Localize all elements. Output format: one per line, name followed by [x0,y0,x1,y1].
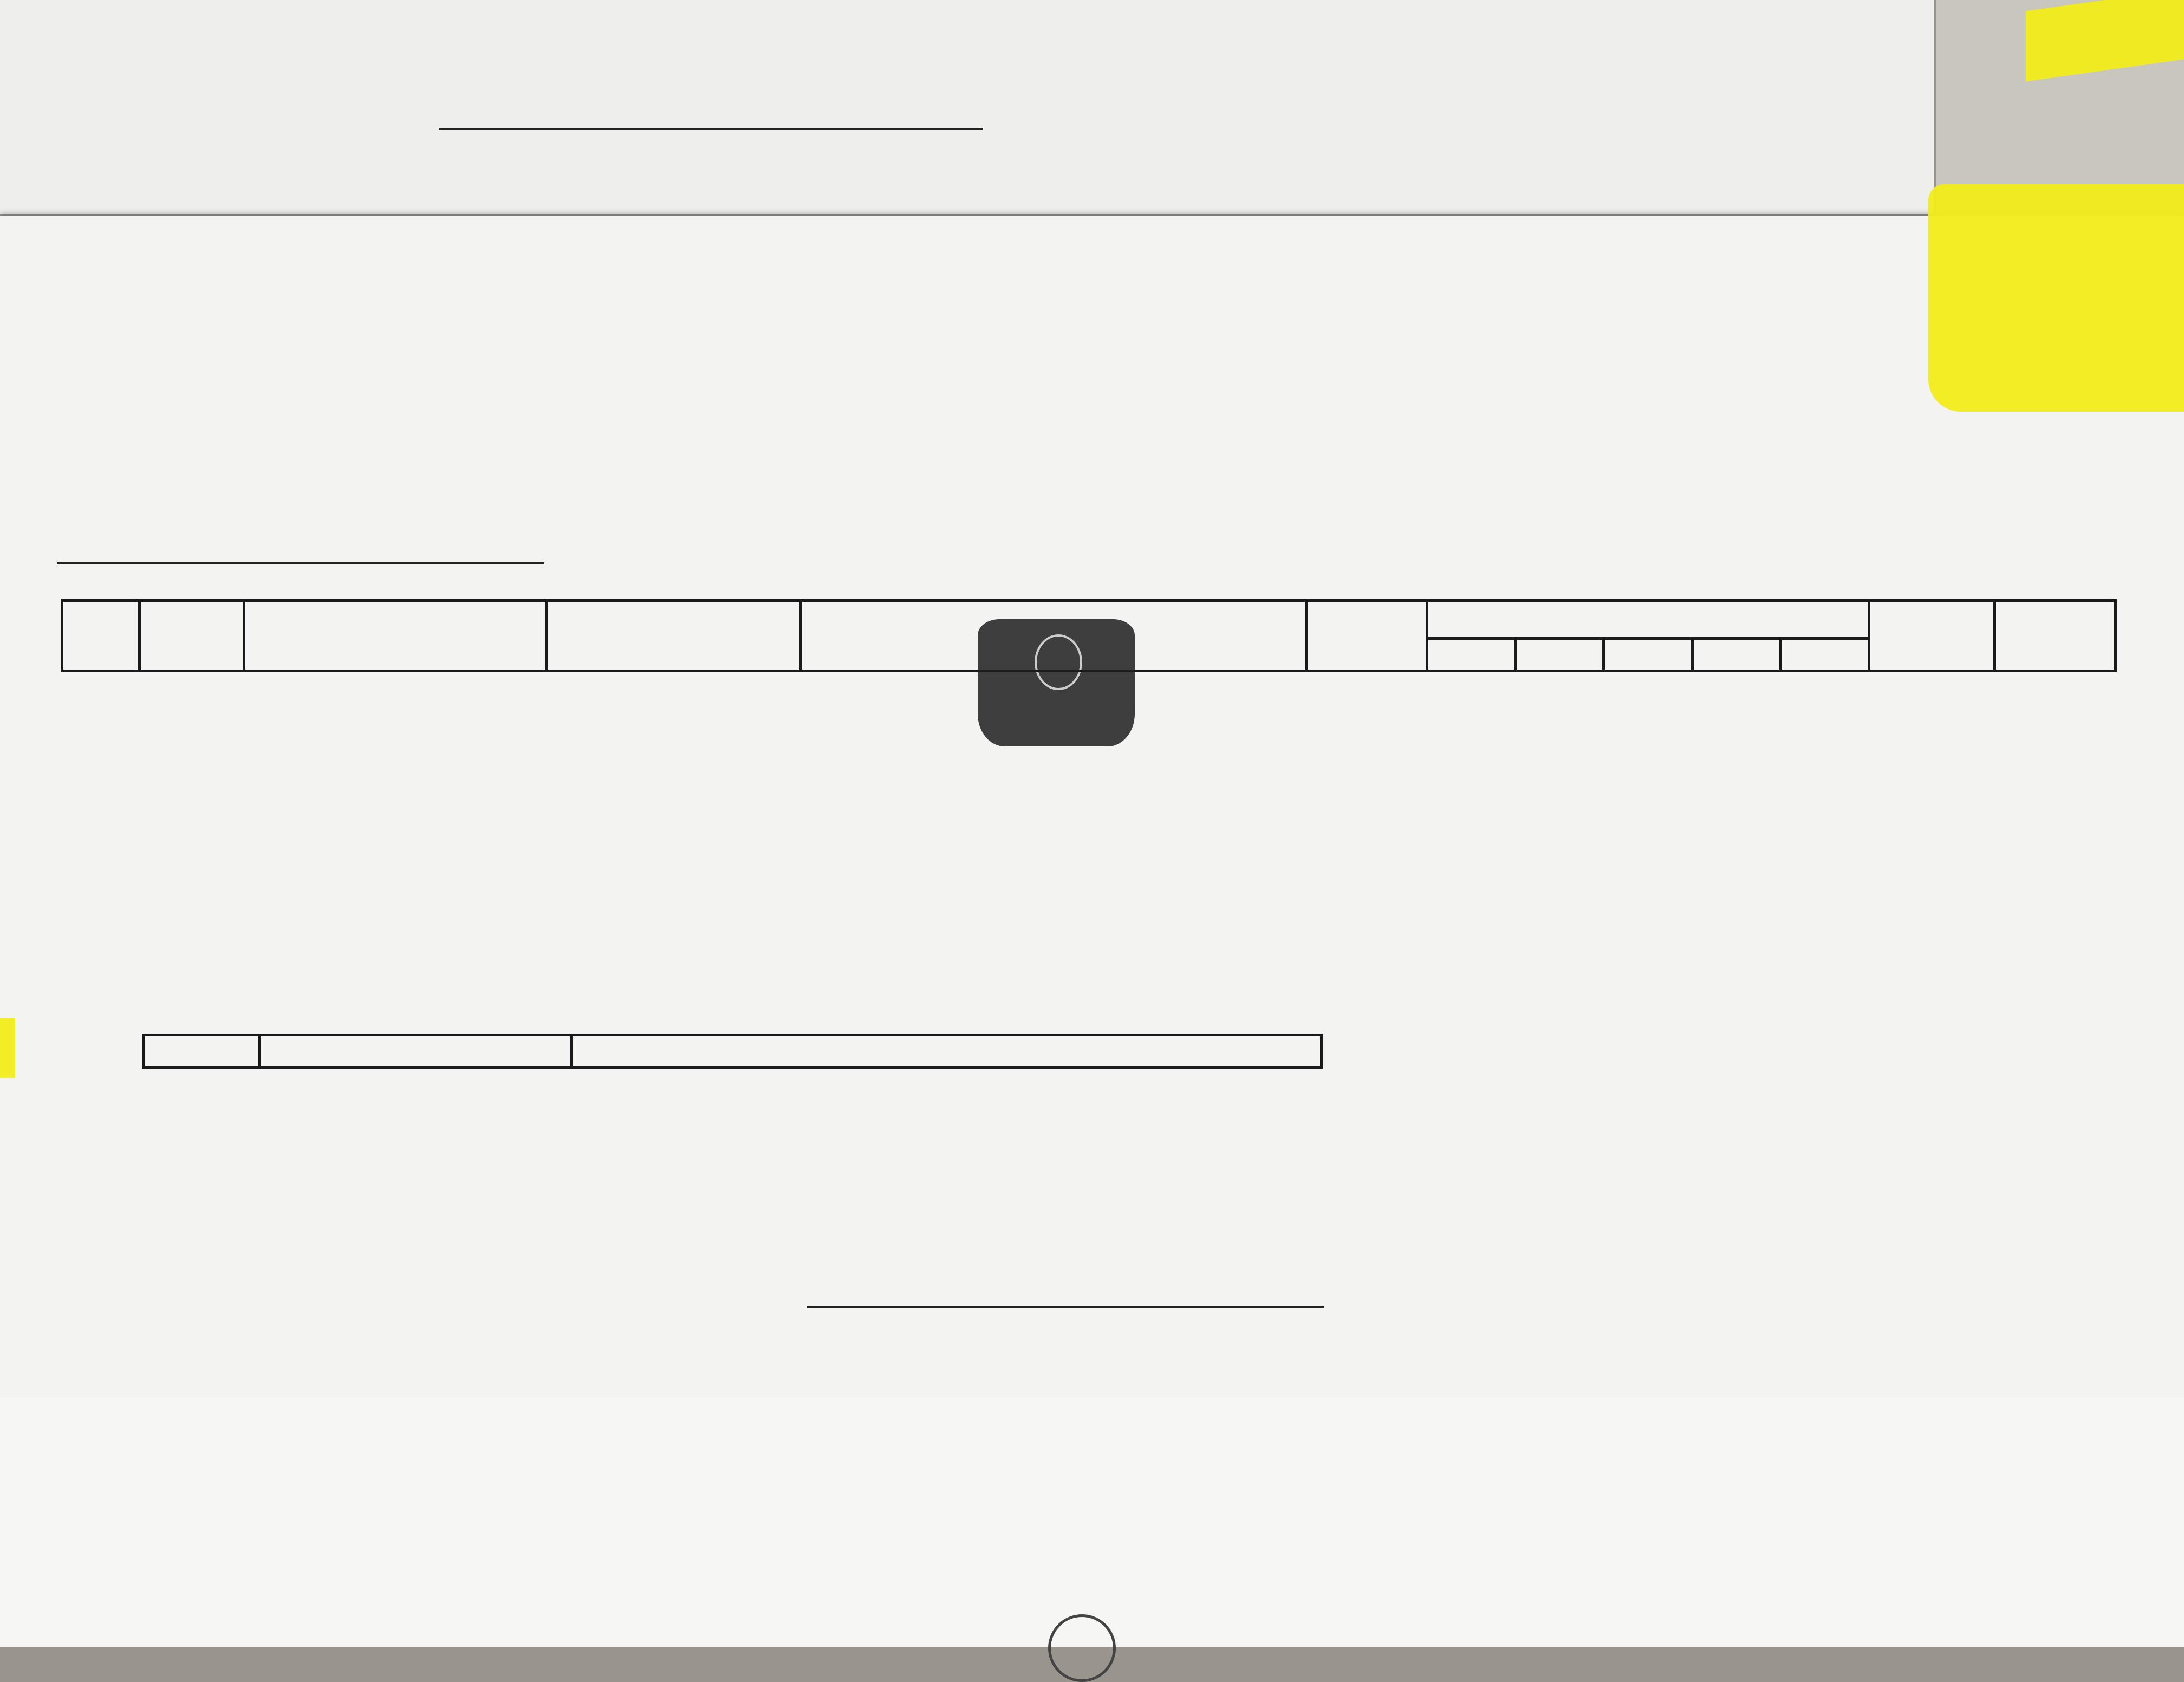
next-seal-icon [1048,1614,1116,1682]
col-place-header [1995,601,2116,671]
col-num-header [62,601,140,671]
col-region-header [547,601,801,671]
judges-name-header [260,1035,571,1068]
col-scale-header [1306,601,1427,671]
judge-col-2 [1516,639,1604,671]
judges-category-header [571,1035,1322,1068]
yellow-tape-left [0,1018,15,1078]
judge-col-3 [1604,639,1692,671]
results-table [61,599,2117,672]
previous-signature-line [439,128,983,130]
col-reg-header [140,601,244,671]
judges-num-header [144,1035,260,1068]
secretary-signature-line [807,1306,1324,1308]
judge-col-1 [1427,639,1515,671]
judge-col-4 [1692,639,1780,671]
yellow-tape-right [1928,184,2184,412]
judge-col-5 [1780,639,1869,671]
judges-table [142,1034,1323,1069]
protocol-sheet [0,216,2184,1429]
previous-sheet [0,0,1934,214]
col-model-header [801,601,1306,671]
col-athlete-header [244,601,547,671]
col-avg-header [1869,601,1995,671]
score-group-header [1427,601,1869,639]
chief-judge-signature-line [57,562,544,564]
next-sheet [0,1398,2184,1647]
